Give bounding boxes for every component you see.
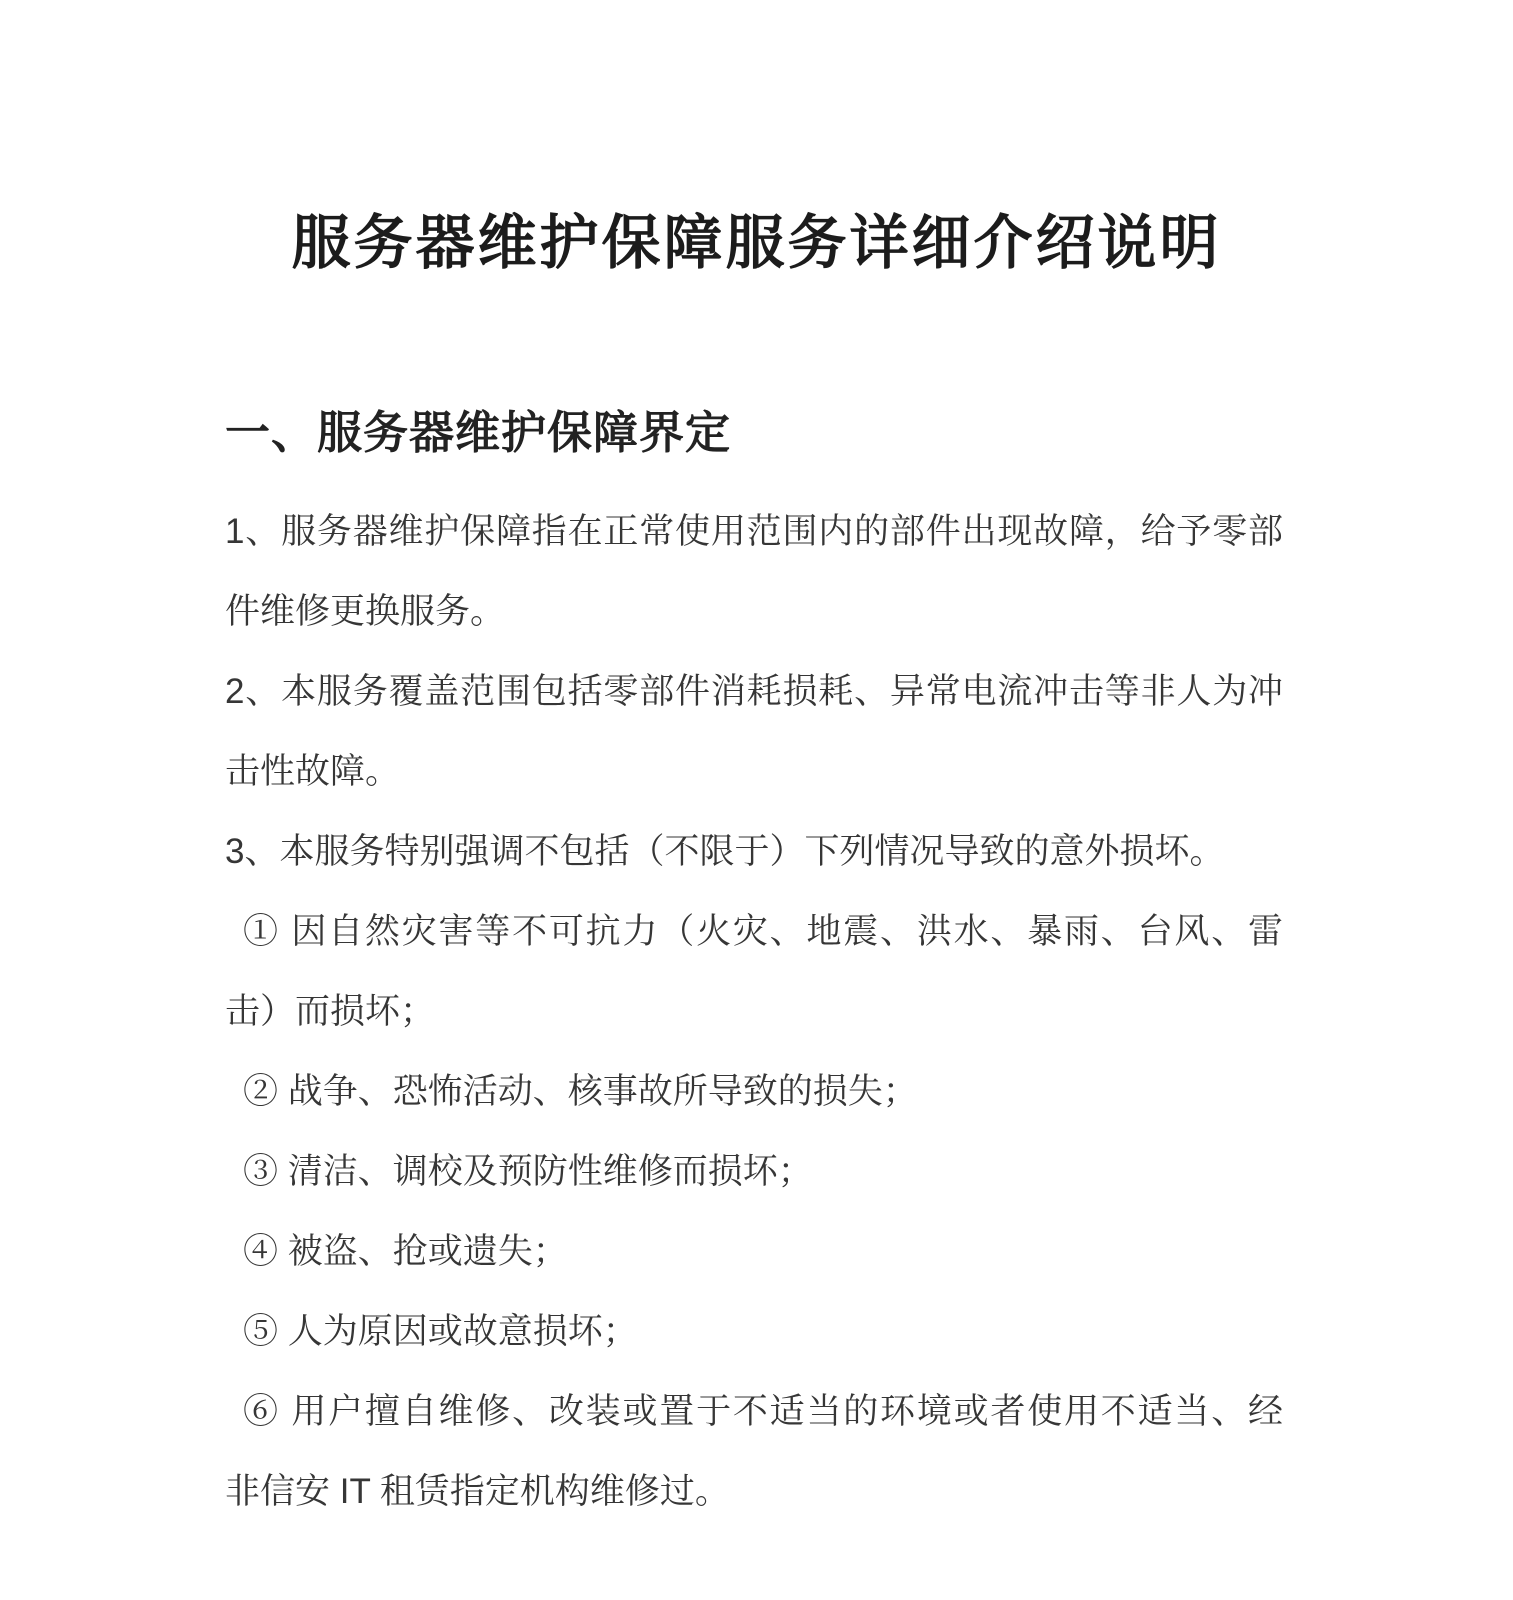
body-line: 2、本服务覆盖范围包括零部件消耗损耗、异常电流冲击等非人为冲 — [225, 672, 1283, 711]
body-line: 1、服务器维护保障指在正常使用范围内的部件出现故障，给予零部 — [225, 512, 1283, 551]
body-line: ⑤ 人为原因或故意损坏； — [243, 1312, 638, 1351]
body-line: 件维修更换服务。 — [225, 592, 506, 631]
body-line: ⑥ 用户擅自维修、改装或置于不适当的环境或者使用不适当、经 — [243, 1392, 1283, 1431]
document-title: 服务器维护保障服务详细介绍说明 — [291, 210, 1222, 276]
body-line: 3、本服务特别强调不包括（不限于）下列情况导致的意外损坏。 — [225, 832, 1225, 871]
document-body — [225, 492, 1283, 1532]
body-line: 击）而损坏； — [225, 992, 436, 1031]
body-line: ③ 清洁、调校及预防性维修而损坏； — [243, 1152, 813, 1191]
body-line: 非信安 IT 租赁指定机构维修过。 — [225, 1472, 730, 1511]
body-line: ④ 被盗、抢或遗失； — [243, 1232, 568, 1271]
body-line: ① 因自然灾害等不可抗力（火灾、地震、洪水、暴雨、台风、雷 — [243, 912, 1283, 951]
body-line: 击性故障。 — [225, 752, 401, 791]
section-heading: 一、服务器维护保障界定 — [225, 407, 732, 458]
body-line: ② 战争、恐怖活动、核事故所导致的损失； — [243, 1072, 918, 1111]
